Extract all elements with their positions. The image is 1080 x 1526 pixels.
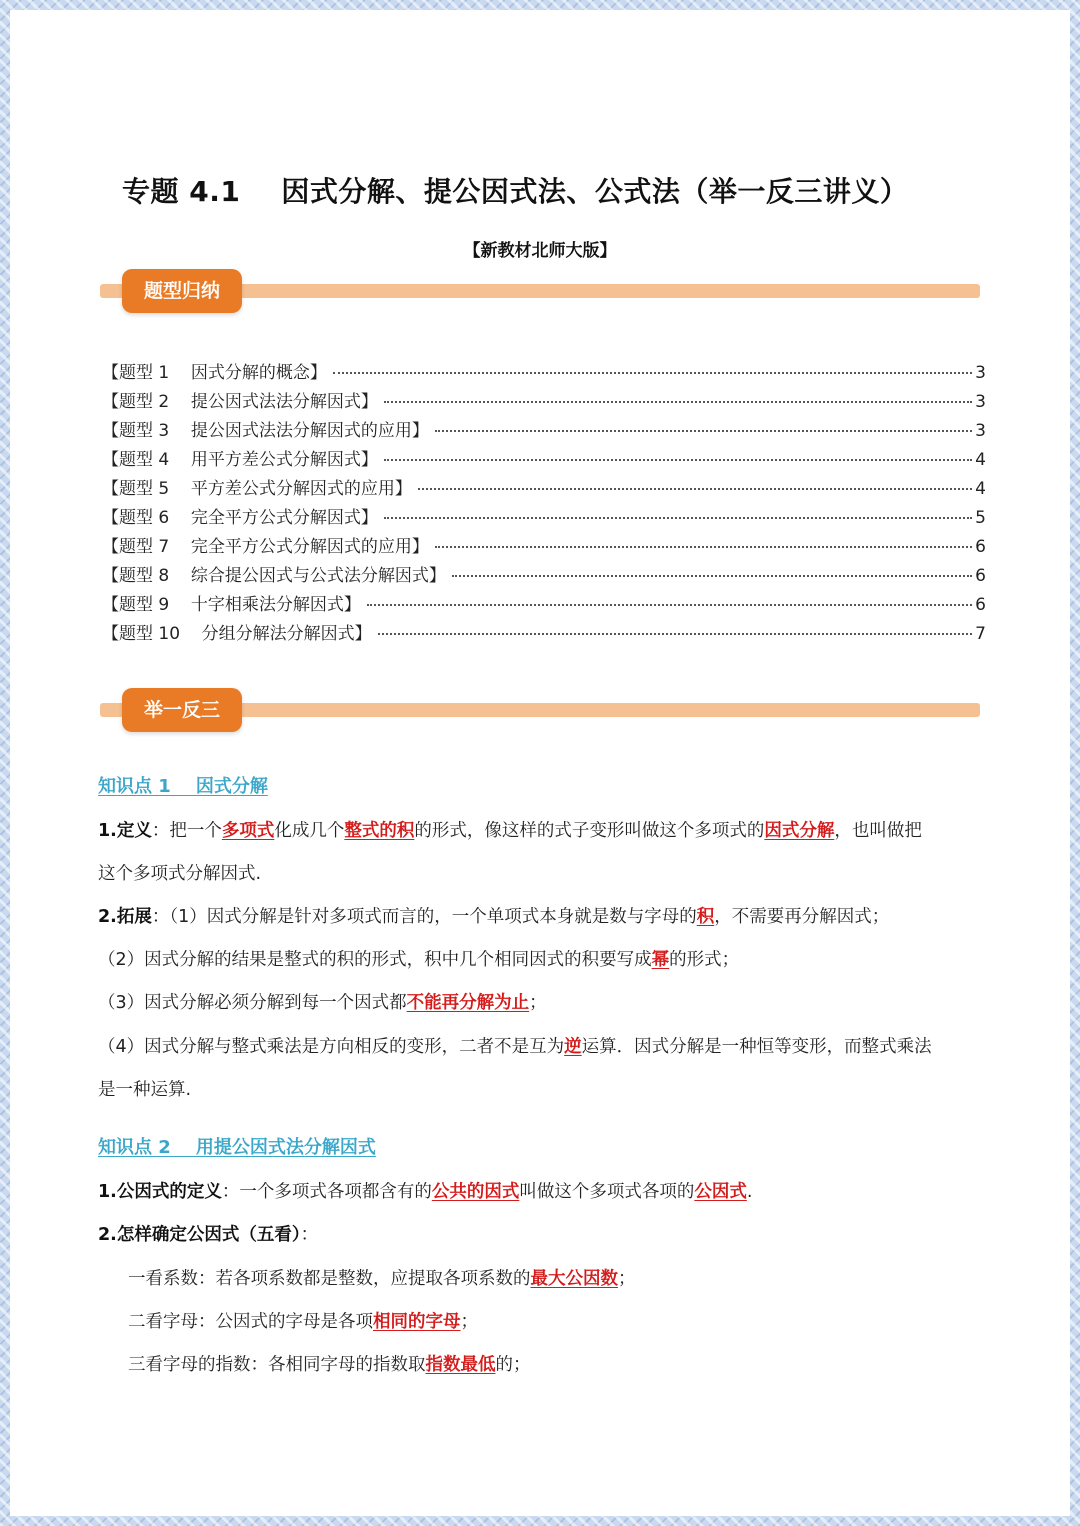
toc-item-label: 【题型 1 因式分解的概念】	[102, 363, 327, 383]
kp1-extension-3	[98, 982, 998, 1025]
toc-item-page: 4	[975, 479, 986, 499]
text-run: 三看字母的指数：各相同字母的指数取	[128, 1355, 426, 1375]
toc-item[interactable]	[102, 619, 986, 648]
kp1-definition	[98, 810, 998, 853]
key-term: 不能再分解为止	[406, 993, 530, 1013]
toc-item-label: 【题型 6 完全平方公式分解因式】	[102, 508, 378, 528]
toc-leader	[418, 488, 972, 490]
text-run: ；	[618, 1269, 636, 1289]
key-term: 指数最低	[425, 1355, 496, 1375]
text-run: 二看字母：公因式的字母是各项	[128, 1312, 373, 1332]
definition-label: 1.定义	[98, 821, 152, 841]
kp1-extension-4	[98, 1026, 998, 1069]
toc-item-page: 6	[975, 595, 986, 615]
table-of-contents	[102, 358, 986, 648]
text-run: .	[746, 1182, 753, 1202]
how-to-label: 2.怎样确定公因式（五看）	[98, 1225, 301, 1245]
toc-item[interactable]	[102, 387, 986, 416]
toc-item-label: 【题型 10 分组分解法分解因式】	[102, 624, 372, 644]
toc-leader	[384, 401, 972, 403]
kp2-how-to	[98, 1214, 998, 1257]
toc-item-page: 5	[975, 508, 986, 528]
kp1-extension-1	[98, 896, 998, 939]
section-tag-examples: 举一反三	[122, 688, 242, 732]
toc-item-page: 7	[975, 624, 986, 644]
text-run: ；	[460, 1312, 478, 1332]
text-run: （3）因式分解必须分解到每一个因式都	[98, 993, 407, 1013]
key-term: 公共的因式	[431, 1182, 520, 1202]
toc-item-label: 【题型 9 十字相乘法分解因式】	[102, 595, 361, 615]
key-term: 幂	[651, 950, 670, 970]
key-term: 积	[696, 907, 715, 927]
toc-leader	[435, 430, 972, 432]
knowledge-point-2-heading: 知识点 2 用提公因式法分解因式	[98, 1137, 376, 1158]
text-run: （4）因式分解与整式乘法是方向相反的变形，二者不是互为	[98, 1037, 565, 1057]
toc-item-label: 【题型 5 平方差公式分解因式的应用】	[102, 479, 412, 499]
toc-item-page: 6	[975, 566, 986, 586]
text-run: ，不需要再分解因式；	[714, 907, 890, 927]
toc-item-page: 3	[975, 392, 986, 412]
toc-leader	[378, 633, 972, 635]
toc-item-label: 【题型 4 用平方差公式分解因式】	[102, 450, 378, 470]
key-term: 相同的字母	[373, 1312, 461, 1332]
text-run: 一看系数：若各项系数都是整数，应提取各项系数的	[128, 1269, 531, 1289]
kp2-look-3	[128, 1344, 1028, 1387]
edition-subtitle: 【新教材北师大版】	[463, 241, 617, 261]
toc-item[interactable]	[102, 358, 986, 387]
key-term: 多项式	[221, 821, 275, 841]
toc-item-page: 3	[975, 421, 986, 441]
text-run: 化成几个	[274, 821, 345, 841]
kp2-look-2	[128, 1301, 1028, 1344]
kp1-extension-4-line2: 是一种运算.	[98, 1080, 192, 1100]
toc-leader	[367, 604, 972, 606]
text-run: ：一个多项式各项都含有的	[221, 1182, 432, 1202]
text-run: ：	[300, 1225, 319, 1245]
toc-item[interactable]	[102, 503, 986, 532]
text-run: 的；	[495, 1355, 531, 1375]
document-page	[10, 10, 1070, 1516]
kp1-extension-2	[98, 939, 998, 982]
toc-leader	[384, 459, 972, 461]
key-term: 逆	[564, 1037, 582, 1057]
text-run: 的形式；	[669, 950, 740, 970]
toc-item[interactable]	[102, 445, 986, 474]
key-term: 因式分解	[764, 821, 835, 841]
toc-item-page: 4	[975, 450, 986, 470]
toc-item-label: 【题型 3 提公因式法法分解因式的应用】	[102, 421, 429, 441]
key-term: 最大公因数	[530, 1269, 618, 1289]
definition-label: 1.公因式的定义	[98, 1182, 222, 1202]
kp1-definition-line2: 这个多项式分解因式.	[98, 864, 262, 884]
toc-leader	[333, 372, 972, 374]
toc-item[interactable]	[102, 532, 986, 561]
text-run: 的形式，像这样的式子变形叫做这个多项式的	[414, 821, 765, 841]
text-run: ；	[529, 993, 547, 1013]
toc-leader	[435, 546, 972, 548]
toc-item-page: 6	[975, 537, 986, 557]
text-run: ，也叫做把	[834, 821, 922, 841]
knowledge-point-1-heading: 知识点 1 因式分解	[98, 776, 268, 797]
toc-item-label: 【题型 2 提公因式法法分解因式】	[102, 392, 378, 412]
kp2-look-1	[128, 1258, 1028, 1301]
key-term: 整式的积	[344, 821, 415, 841]
toc-item-page: 3	[975, 363, 986, 383]
text-run: 运算．因式分解是一种恒等变形，而整式乘法	[581, 1037, 932, 1057]
key-term: 公因式	[694, 1182, 747, 1202]
toc-leader	[452, 575, 972, 577]
toc-item-label: 【题型 8 综合提公因式与公式法分解因式】	[102, 566, 446, 586]
kp2-definition	[98, 1171, 998, 1214]
extension-label: 2.拓展	[98, 907, 152, 927]
section-tag-toc: 题型归纳	[122, 269, 242, 313]
text-run: 叫做这个多项式各项的	[519, 1182, 695, 1202]
toc-item[interactable]	[102, 590, 986, 619]
page-title: 专题 4.1 因式分解、提公因式法、公式法（举一反三讲义）	[122, 175, 909, 208]
toc-leader	[384, 517, 972, 519]
text-run: ：把一个	[151, 821, 222, 841]
text-run: （2）因式分解的结果是整式的积的形式，积中几个相同因式的积要写成	[98, 950, 652, 970]
text-run: ：（1）因式分解是针对多项式而言的，一个单项式本身就是数与字母的	[151, 907, 697, 927]
toc-item[interactable]	[102, 474, 986, 503]
toc-item[interactable]	[102, 416, 986, 445]
toc-item-label: 【题型 7 完全平方公式分解因式的应用】	[102, 537, 429, 557]
toc-item[interactable]	[102, 561, 986, 590]
